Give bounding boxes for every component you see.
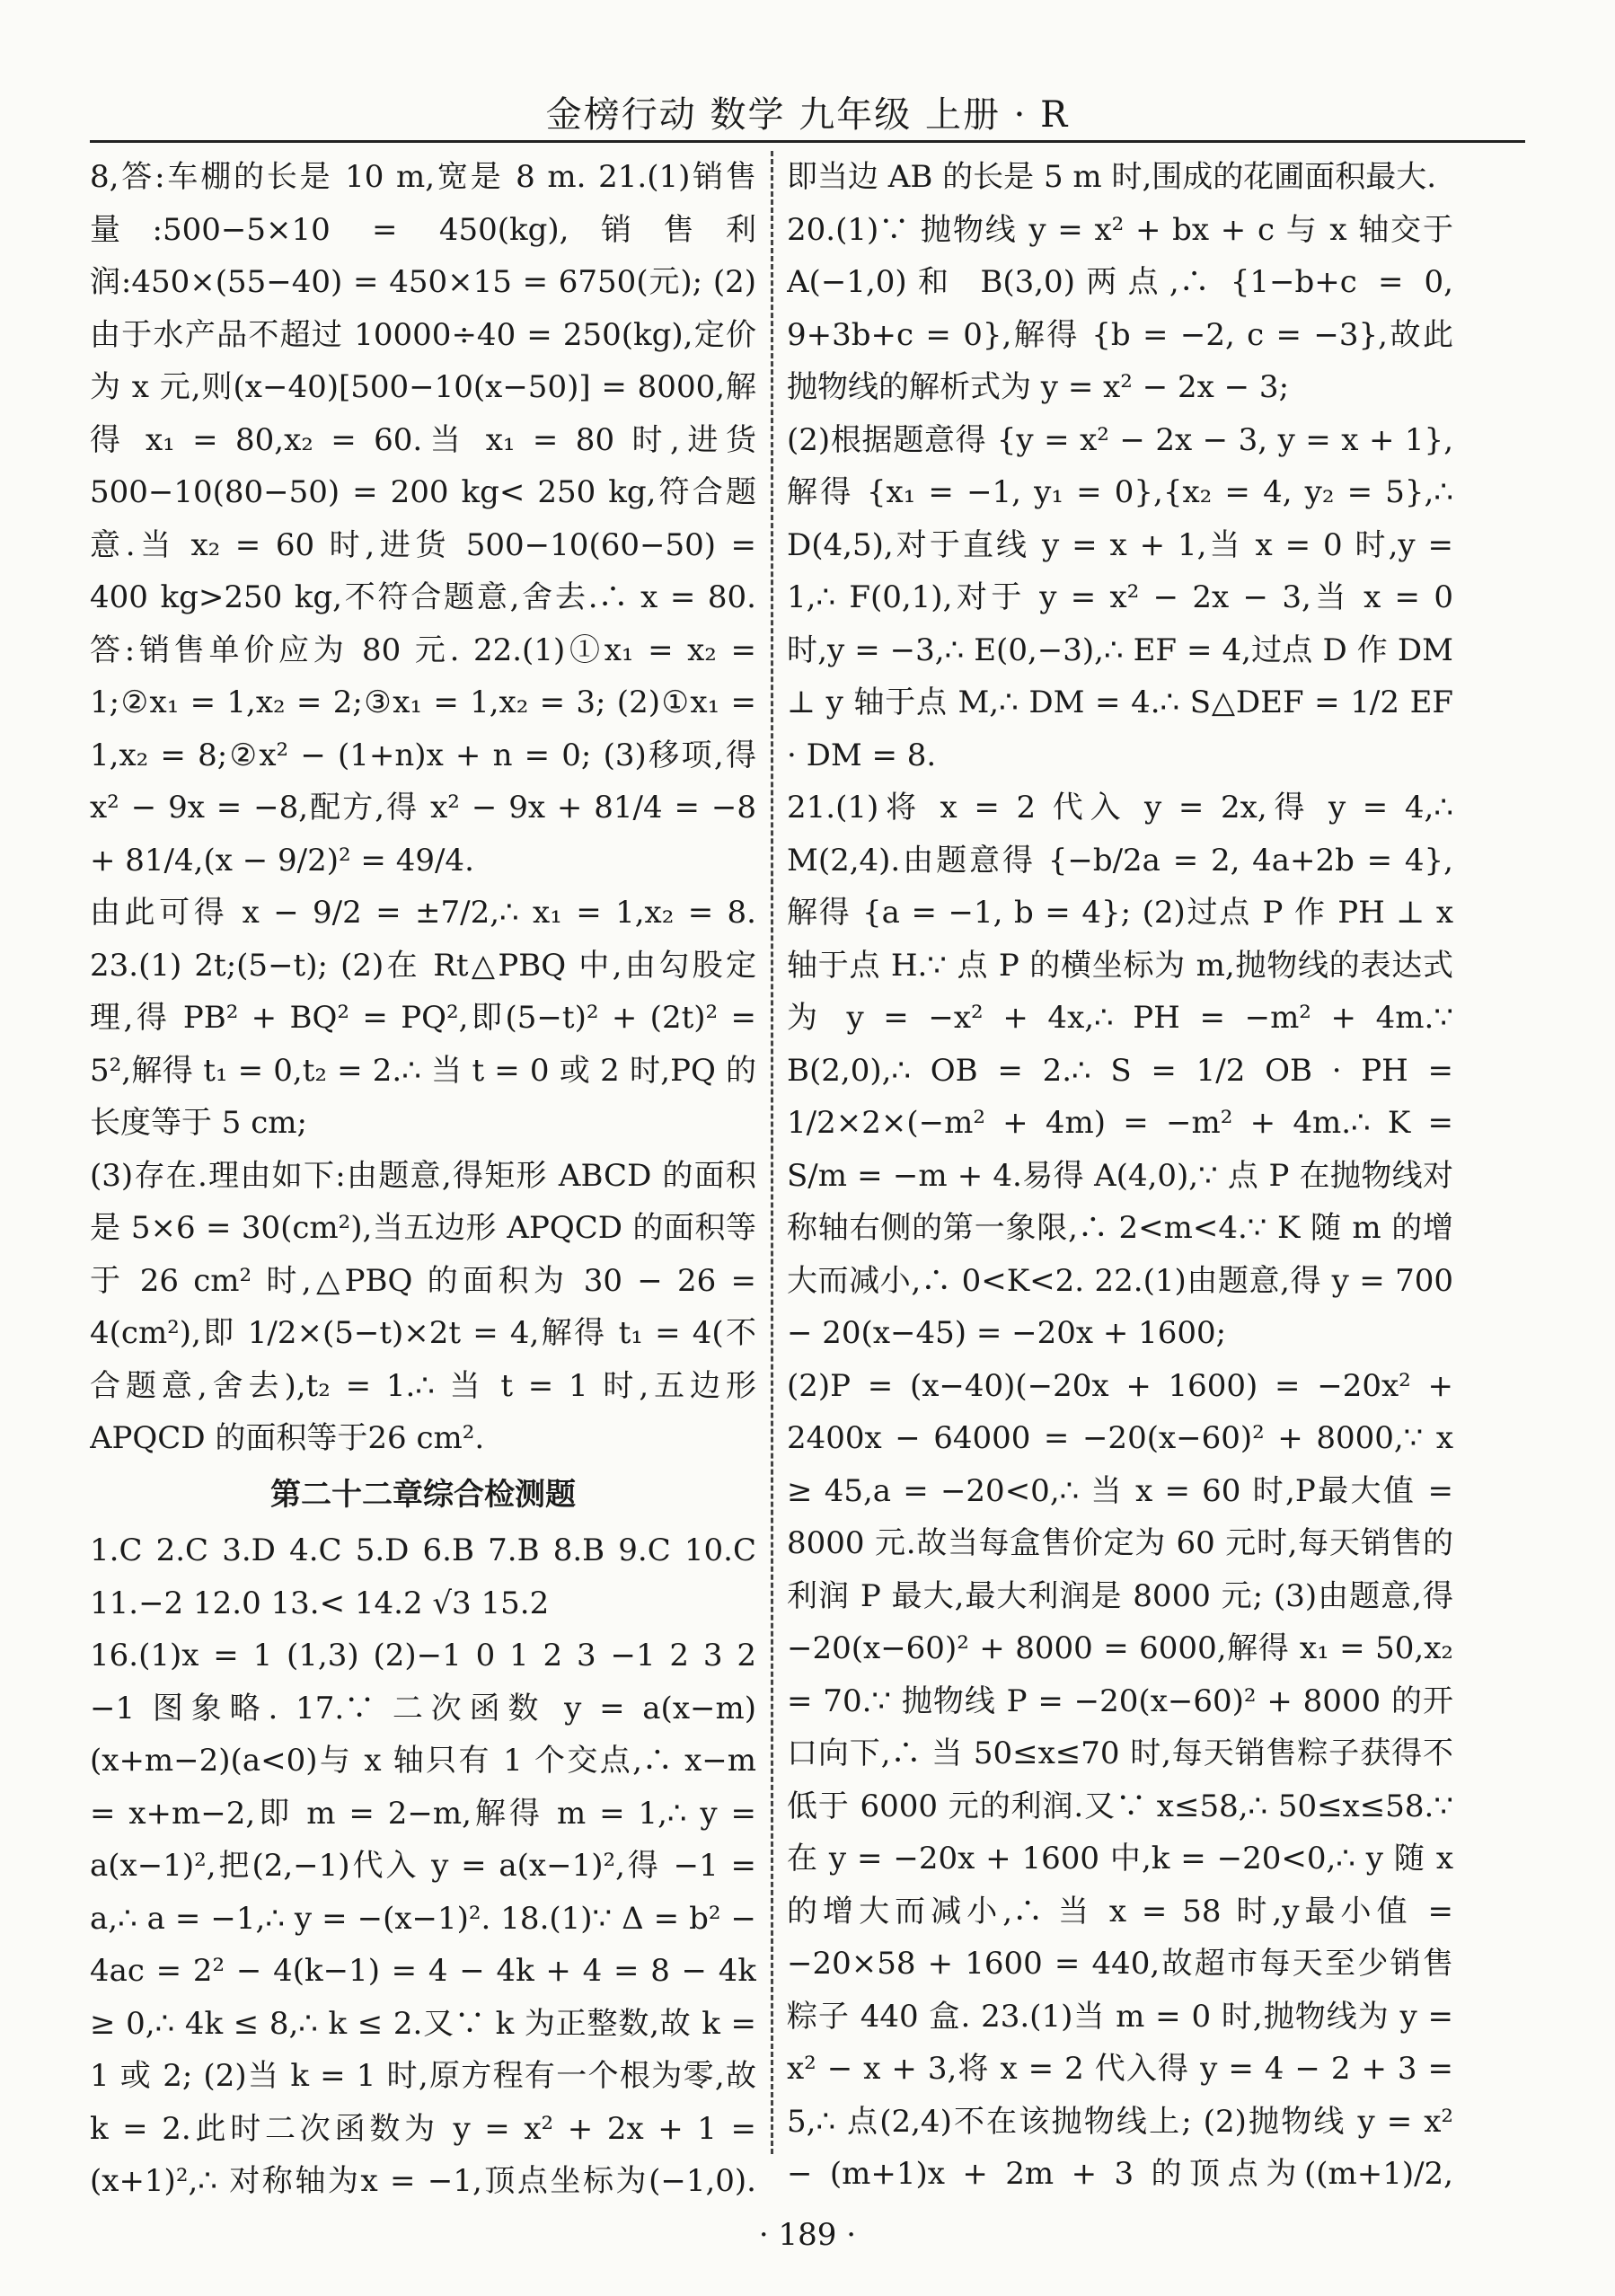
column-divider: [771, 151, 773, 2154]
header-rule: [90, 140, 1525, 143]
left-paragraph-1: 8,答:车棚的长是 10 m,宽是 8 m. 21.(1)销售量:500−5×10 = 450(kg),销售利润:450×(55−40) = 450×15 = 6750(元); (2)由于水产品不超过 10000÷40 = 250(kg),定价为 x 元,则(x−40)[500−10(x−50)] = 8000,解得 x₁ = 80,x₂ = 60.当 x₁ = 80 时,进货 500−10(80−50) = 200 kg< 250 kg,符合题意.当 x₂ = 60 时,进货 500−10(60−50) = 400 kg>250 kg,不符合题意,舍去.∴ x = 80.答:销售单价应为 80 元. 22.(1)①x₁ = x₂ = 1;②x₁ = 1,x₂ = 2;③x₁ = 1,x₂ = 3; (2)①x₁ = 1,x₂ = 8;②x² − (1+n)x + n = 0; (3)移项,得 x² − 9x = −8,配方,得 x² − 9x + 81/4 = −8 + 81/4,(x − 9/2)² = 49/4.: [90, 159, 756, 879]
running-header: 金榜行动 数学 九年级 上册 · R: [545, 94, 1070, 136]
right-paragraph-5: (2)P = (x−40)(−20x + 1600) = −20x² + 2400x − 64000 = −20(x−60)² + 8000,∵ x ≥ 45,a = −20<0,∴ 当 x = 60 时,P最大值 = 8000 元.故当每盒售价定为 60 元时,每天销售的利润 P 最大,最大利润是 8000 元; (3)由题意,得 −20(x−60)² + 8000 = 6000,解得 x₁ = 50,x₂ = 70.∵ 抛物线 P = −20(x−60)² + 8000 的开口向下,∴ 当 50≤x≤70 时,每天销售粽子获得不低于 6000 元的利润.又∵ x≤58,∴ 50≤x≤58.∵ 在 y = −20x + 1600 中,k = −20<0,∴ y 随 x 的增大而减小,∴ 当 x = 58 时,y最小值 = −20×58 + 1600 = 440,故超市每天至少销售粽子 440 盒. 23.(1)当 m = 0 时,抛物线为 y = x² − x + 3,将 x = 2 代入得 y = 4 − 2 + 3 = 5,∴ 点(2,4)不在该抛物线上; (2)抛物线 y = x² − (m+1)x + 2m + 3 的顶点为((m+1)/2,: [787, 1367, 1453, 2192]
right-column: [787, 151, 1453, 2208]
right-paragraph-1: 即当边 AB 的长是 5 m 时,围成的花圃面积最大.: [787, 159, 1437, 195]
left-paragraph-4: 16.(1)x = 1 (1,3) (2)−1 0 1 2 3 −1 2 3 2 −1 图象略. 17.∵ 二次函数 y = a(x−m)(x+m−2)(a<0)与 x 轴只有 1 个交点,∴ x−m = x+m−2,即 m = 2−m,解得 m = 1,∴ y = a(x−1)²,把(2,−1)代入 y = a(x−1)²,得 −1 = a,∴ a = −1,∴ y = −(x−1)². 18.(1)∵ Δ = b² − 4ac = 2² − 4(k−1) = 4 − 4k + 4 = 8 − 4k ≥ 0,∴ 4k ≤ 8,∴ k ≤ 2.又∵ k 为正整数,故 k = 1 或 2; (2)当 k = 1 时,原方程有一个根为零,故 k = 2.此时二次函数为 y = x² + 2x + 1 = (x+1)²,∴ 对称轴为x = −1,顶点坐标为(−1,0).: [90, 1638, 756, 2199]
left-paragraph-answers: 1.C 2.C 3.D 4.C 5.D 6.B 7.B 8.B 9.C 10.C 11.−2 12.0 13.< 14.2 √3 15.2: [90, 1532, 756, 1621]
left-paragraph-3: (3)存在.理由如下:由题意,得矩形 ABCD 的面积是 5×6 = 30(cm²),当五边形 APQCD 的面积等于 26 cm² 时,△PBQ 的面积为 30 − 26 = 4(cm²),即 1/2×(5−t)×2t = 4,解得 t₁ = 4(不合题意,舍去),t₂ = 1.∴ 当 t = 1 时,五边形 APQCD 的面积等于26 cm².: [90, 1157, 756, 1456]
right-paragraph-4: 21.(1)将 x = 2 代入 y = 2x,得 y = 4,∴ M(2,4).由题意得 {−b/2a = 2, 4a+2b = 4},解得 {a = −1, b = 4}; (2)过点 P 作 PH ⊥ x 轴于点 H.∵ 点 P 的横坐标为 m,抛物线的表达式为 y = −x² + 4x,∴ PH = −m² + 4m.∵ B(2,0),∴ OB = 2.∴ S = 1/2 OB · PH = 1/2×2×(−m² + 4m) = −m² + 4m.∴ K = S/m = −m + 4.易得 A(4,0),∵ 点 P 在抛物线对称轴右侧的第一象限,∴ 2<m<4.∵ K 随 m 的增大而减小,∴ 0<K<2. 22.(1)由题意,得 y = 700 − 20(x−45) = −20x + 1600;: [787, 790, 1453, 1351]
left-column: [90, 151, 756, 2208]
section-title: 第二十二章综合检测题: [270, 1476, 576, 1513]
page-number: · 189 ·: [758, 2217, 857, 2253]
left-paragraph-2: 由此可得 x − 9/2 = ±7/2,∴ x₁ = 1,x₂ = 8. 23.(1) 2t;(5−t); (2)在 Rt△PBQ 中,由勾股定理,得 PB² + BQ² = PQ²,即(5−t)² + (2t)² = 5²,解得 t₁ = 0,t₂ = 2.∴ 当 t = 0 或 2 时,PQ 的长度等于 5 cm;: [90, 895, 756, 1141]
right-paragraph-3: (2)根据题意得 {y = x² − 2x − 3, y = x + 1},解得 {x₁ = −1, y₁ = 0},{x₂ = 4, y₂ = 5},∴ D(4,5),对于直线 y = x + 1,当 x = 0 时,y = 1,∴ F(0,1),对于 y = x² − 2x − 3,当 x = 0 时,y = −3,∴ E(0,−3),∴ EF = 4,过点 D 作 DM ⊥ y 轴于点 M,∴ DM = 4.∴ S△DEF = 1/2 EF · DM = 8.: [787, 421, 1453, 773]
right-paragraph-2: 20.(1)∵ 抛物线 y = x² + bx + c 与 x 轴交于 A(−1,0)和 B(3,0)两点,∴ {1−b+c = 0, 9+3b+c = 0},解得 {b = −2, c = −3},故此抛物线的解析式为 y = x² − 2x − 3;: [787, 211, 1453, 405]
